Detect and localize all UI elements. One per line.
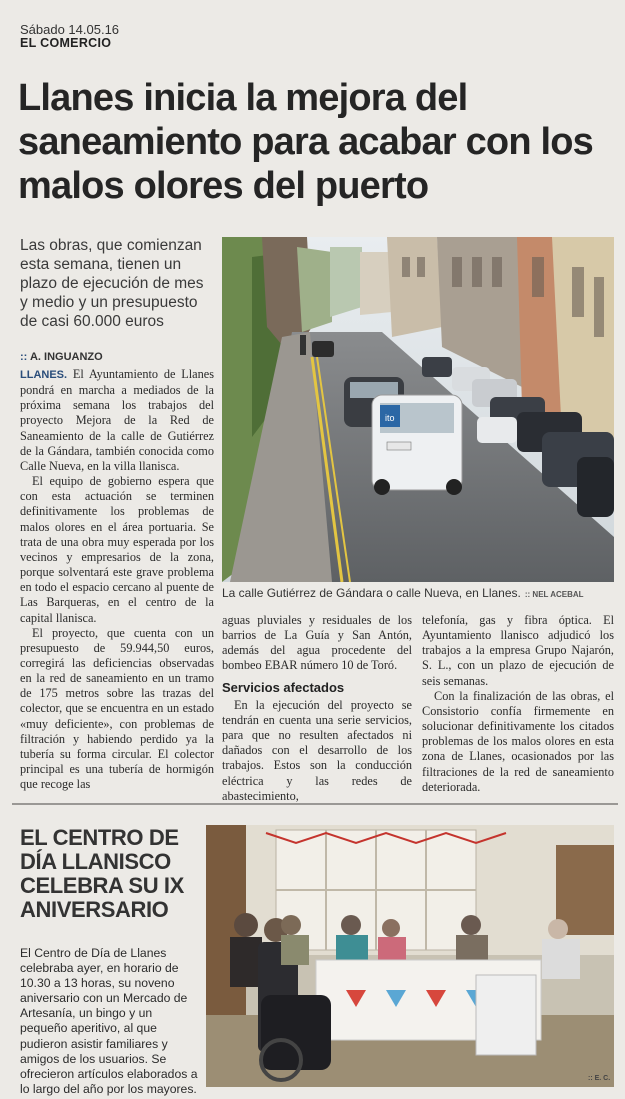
article-kicker: LLANES. [20,369,68,381]
article-paragraph: El proyecto, que cuenta con un presupuesto de 59.944,50 euros, corregirá las deficiencias observadas en la red de saneamiento en un tramo de 175 metros sobre las trazas del colector, que se encuentra en un estado «muy deficiente», con problemas de filtración y habiendo perdido ya la tubería su forma circular. El colector principal es una tubería de hormigón que recoge las [20,625,214,792]
article-paragraph: Con la finalización de las obras, el Consistorio confía firmemente en solucionar definitivamente los citados problemas de los malos olores en esta zona de Llanes, ocasionados por las filtraciones de la red de saneamiento deteriorada. [422,688,614,794]
article-paragraph: aguas pluviales y residuales de los barrios de La Guía y San Antón, además del agua procedente del bombeo EBAR número 10 de Toró. [222,613,412,673]
article-lead: Las obras, que comienzan esta semana, tienen un plazo de ejecución de mes y medio y un presupuesto de casi 60.000 euros [20,237,204,330]
photo-caption-text: La calle Gutiérrez de Gándara o calle Nueva, en Llanes. [222,586,521,600]
photo-caption [222,586,614,600]
byline-marker: :: [20,351,30,363]
article-column-2 [222,613,412,804]
section-divider [12,803,618,805]
byline-author: A. INGUANZO [29,351,103,363]
article-paragraph: En la ejecución del proyecto se tendrán en cuenta una serie servicios, para que no resulten afectados ni dañados con el desarrollo de los trabajos. Estos son la conducción eléctrica y las redes de abastecimiento, [222,697,412,803]
second-photo-credit: :: E. C. [588,1075,611,1082]
van-logo-text: ito [385,413,395,423]
second-article-headline: EL CENTRO DE DÍA LLANISCO CELEBRA SU IX ANIVERSARIO [20,825,184,922]
street-photo [222,237,614,582]
day-center-photo [206,825,614,1087]
article-subhead: Servicios afectados [222,679,345,695]
article-paragraph-text: El Ayuntamiento de Llanes pondrá en marcha a mediados de la próxima semana los trabajos del proyecto Mejora de la Red de Saneamiento de la calle de Gutiérrez de la Gándara, también conocida como Calle Nueva, en la villa llanisca. [20,367,214,473]
article-column-3 [422,613,614,795]
article-byline [20,351,103,363]
article-paragraph: El equipo de gobierno espera que con esta actuación se terminen definitivamente los problemas de malos olores en el área portuaria. Se trata de una obra muy esperada por los vecinos y empresarios de la zona, porque solventará este grave problema en todo el espacio cercano al puente de Las Barqueras, en el centro de la capital llanisca. [20,474,214,625]
second-article-body: El Centro de Día de Llanes celebraba ayer, en horario de 10.30 a 13 horas, su noveno aniversario con un Mercado de Artesanía, un bingo y un pequeño aperitivo, al que pudieron asistir familiares y amigos de los usuarios. Se ofrecieron artículos elaborados a lo largo del año por los mayores. [20,946,198,1096]
header-newspaper-name: EL COMERCIO [20,36,112,50]
photo-credit: :: NEL ACEBAL [524,590,584,599]
article-paragraph: telefonía, gas y fibra óptica. El Ayuntamiento llanisco adjudicó los trabajos a la empresa Grupo Najarón, S. L., con un plazo de ejecución de seis semanas. [422,613,614,688]
article-headline: Llanes inicia la mejora del saneamiento para acabar con los malos olores del puerto [18,77,593,207]
header-date: Sábado 14.05.16 [20,22,120,37]
article-column-1 [20,367,214,792]
article-paragraph [20,367,214,474]
